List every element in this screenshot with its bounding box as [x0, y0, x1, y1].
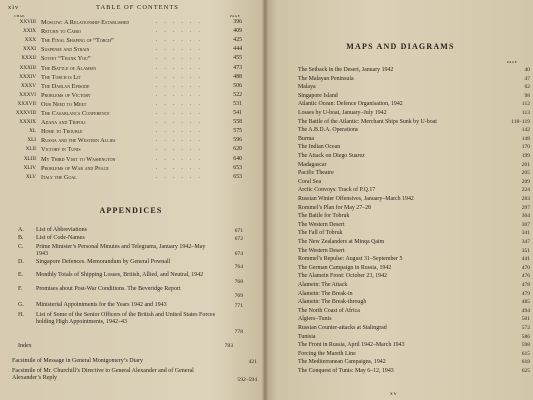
map-title: The Setback in the Desert, January 1942	[298, 67, 394, 73]
appendix-letter: C.	[18, 244, 24, 250]
leader-dots: . . . . . .	[156, 101, 203, 107]
chapter-row	[6, 54, 242, 63]
chapter-number: XLV	[25, 173, 36, 180]
appendix-page: 771	[234, 302, 243, 309]
map-title: Alamein: The Break-through	[298, 299, 367, 306]
map-page: 112	[521, 101, 530, 108]
map-title: Coral Sea	[298, 178, 322, 185]
appendix-row	[18, 235, 243, 243]
map-page: 347	[521, 239, 530, 245]
running-header: TABLE OF CONTENTS	[96, 4, 179, 11]
map-row	[298, 204, 530, 212]
chapter-title: Our Need to Meet	[41, 100, 87, 108]
appendix-page: 764	[234, 263, 243, 270]
map-title: Singapore Island	[298, 92, 338, 99]
leader-dots: . . . . . .	[156, 174, 203, 180]
map-page: 209	[521, 178, 530, 185]
appendix-title: List of Some of the Senior Officers of the British and United States Forces holding High Appointments, 1942–43	[36, 312, 216, 326]
appendix-title: List of Code-Names	[36, 235, 85, 241]
map-title: The New Zealanders at Minqa Qaim	[298, 239, 385, 245]
chapter-number: XXXVIII	[15, 110, 36, 116]
map-title: Atlantic Ocean: Defence Organisation, 1942	[298, 101, 403, 108]
map-page: 586	[521, 333, 530, 340]
map-row	[298, 324, 530, 332]
appendix-title: Ministerial Appointments for the Years 1942 and 1943	[36, 302, 167, 308]
chapter-row	[6, 164, 242, 173]
map-title: Forcing the Mareth Line	[298, 350, 356, 357]
map-row	[298, 281, 530, 289]
chapter-page: 396	[233, 19, 242, 25]
chap-column-header: CHAP.	[14, 14, 26, 18]
leader-dots: . . . . . .	[156, 138, 203, 144]
chapter-title: The Casablanca Conference	[41, 110, 110, 117]
chapter-page: 653	[233, 164, 242, 171]
chapter-number: XLI	[27, 137, 36, 144]
chapter-number: XXXV	[21, 82, 36, 89]
map-page: 476	[521, 273, 530, 280]
map-row	[298, 350, 530, 358]
chapter-title: Home to Trouble	[41, 128, 83, 136]
map-title: The Battle for Tobruk	[298, 213, 350, 220]
map-title: Algiers–Tunis	[298, 316, 332, 323]
facsimile-page: 592–594	[237, 376, 257, 383]
map-page: 170	[521, 144, 530, 151]
map-page: 224	[521, 187, 530, 194]
map-page: 341	[521, 230, 530, 237]
leader-dots: . . . . . .	[156, 29, 203, 35]
map-title: Arctic Convoys: Track of P.Q.17	[298, 187, 376, 194]
map-row	[298, 272, 530, 280]
map-row	[298, 341, 530, 349]
map-title: The North Coast of Africa	[298, 307, 360, 314]
map-row	[298, 212, 530, 220]
appendices-title: APPENDICES	[99, 206, 163, 215]
appendix-letter: D.	[18, 259, 24, 265]
chapter-row	[6, 127, 242, 136]
chapter-page: 506	[233, 82, 242, 89]
chapter-title: My Third Visit to Washington	[41, 155, 116, 163]
map-title: Malaya	[298, 84, 316, 91]
map-page: 98	[524, 92, 530, 99]
appendix-letter: A.	[18, 227, 24, 233]
chapter-row	[6, 91, 242, 100]
map-title: Madagascar	[298, 161, 327, 168]
appendix-letter: G.	[18, 302, 24, 308]
map-title: Rommel’s Repulse: August 31–September 5	[298, 256, 403, 263]
chapter-title: Suspense and Strain	[41, 46, 90, 54]
chapter-number: XLII	[25, 146, 36, 153]
map-row	[298, 238, 530, 246]
maps-title: MAPS AND DIAGRAMS	[346, 42, 455, 51]
map-page: 598	[521, 342, 530, 349]
map-title: The Malayan Peninsula	[298, 75, 354, 82]
leader-dots: . . . . . .	[156, 56, 203, 62]
map-page: 47	[524, 75, 530, 82]
appendix-page: 674	[234, 250, 243, 257]
appendix-page: 768	[234, 278, 243, 285]
map-title: The Alamein Front: October 23, 1942	[298, 273, 387, 280]
chapter-title: Problems of Victory	[41, 91, 91, 99]
facsimile-row	[12, 358, 257, 366]
leader-dots: . . . . . .	[156, 65, 203, 71]
map-page: 297	[521, 204, 530, 211]
map-title: Losses by U-boat, January–July 1942	[298, 110, 387, 116]
map-page: 615	[521, 350, 530, 357]
chapter-row	[6, 118, 242, 127]
chapter-number: XXIX	[23, 28, 36, 35]
chapter-number: XLIV	[23, 164, 36, 171]
map-title: The Battle of the Atlantic: Merchant Ships Sunk by U-boat	[298, 118, 437, 125]
map-row	[298, 143, 530, 151]
appendix-title: List of Abbreviations	[36, 227, 87, 233]
map-page: 148	[521, 135, 530, 142]
chapter-row	[6, 36, 242, 45]
map-title: The Western Desert	[298, 247, 345, 254]
map-page: 572	[521, 325, 530, 331]
chapter-page: 455	[233, 55, 242, 62]
appendix-title: Prime Minister’s Personal Minutes and Telegrams, January 1942–May 1943	[36, 244, 206, 258]
map-row	[298, 186, 530, 194]
chapter-number: XXXII	[21, 55, 36, 62]
map-title: The Attack on Diego Suarez	[298, 153, 365, 159]
chapter-number: XL	[29, 128, 36, 135]
chapter-page: 653	[233, 173, 242, 180]
map-row	[298, 83, 530, 91]
map-row	[298, 100, 530, 108]
chapter-page: 558	[233, 119, 242, 126]
map-page: 479	[521, 290, 530, 297]
chapter-title: The Darlan Episode	[41, 82, 90, 90]
chapter-row	[6, 45, 242, 54]
appendix-page: 769	[234, 292, 243, 299]
chapter-page: 444	[233, 46, 242, 53]
leader-dots: . . . . . .	[156, 38, 203, 44]
chapter-page: 488	[233, 73, 242, 80]
appendix-row	[18, 244, 243, 258]
chapter-page: 473	[233, 64, 242, 71]
map-title: The A.B.D.A. Operations	[298, 127, 359, 134]
map-row	[298, 66, 530, 74]
appendix-letter: E.	[18, 272, 24, 278]
map-title: The Fall of Tobruk	[298, 230, 343, 237]
chapter-number: XXXVII	[17, 100, 36, 107]
appendix-row	[18, 259, 243, 271]
chapter-page: 575	[233, 128, 242, 135]
chapter-page: 522	[233, 91, 242, 98]
facsimile-row	[12, 368, 257, 384]
map-page: 351	[521, 247, 530, 254]
chapter-title: Problems of War and Peace	[41, 164, 109, 172]
map-row	[298, 135, 530, 143]
map-page: 494	[521, 307, 530, 314]
appendix-row	[18, 312, 243, 336]
map-row	[298, 109, 530, 117]
map-title: Pacific Theatre	[298, 170, 334, 177]
map-title: Russian Counter-attacks at Stalingrad	[298, 325, 387, 331]
chapter-row	[6, 100, 242, 109]
map-row	[298, 178, 530, 186]
map-title: The Mediterranean Campaigns, 1942	[298, 359, 386, 366]
chapter-row	[6, 18, 242, 27]
chapter-number: XLIII	[23, 155, 36, 162]
chapter-row	[6, 82, 242, 91]
chapter-number: XXVIII	[19, 19, 36, 25]
chapter-row	[6, 145, 242, 154]
map-row	[298, 255, 530, 263]
map-page: 485	[521, 299, 530, 306]
map-title: The Western Desert	[298, 221, 345, 228]
leader-dots: . . . . . .	[156, 20, 203, 25]
appendix-page: 671	[234, 227, 243, 234]
map-title: Russian Winter Offensives, January–March 1942	[298, 196, 414, 202]
appendix-row	[18, 272, 243, 286]
chapter-title: Return to Cairo	[41, 28, 81, 36]
leader-dots: . . . . . .	[156, 147, 203, 153]
map-row	[298, 152, 530, 160]
map-page: 283	[521, 196, 530, 202]
map-title: The Conquest of Tunis: May 6–12, 1943	[298, 368, 394, 374]
map-page: 307	[521, 221, 530, 228]
map-row	[298, 221, 530, 229]
map-page: 501	[521, 316, 530, 323]
map-page: 201	[521, 161, 530, 168]
map-row	[298, 161, 530, 169]
chapter-title: Soviet “Thank You”	[41, 55, 91, 63]
page-number: xiv	[8, 4, 20, 11]
chapter-title: Adana and Tripoli	[41, 119, 86, 127]
map-title: The German Campaign in Russia, 1942	[298, 264, 392, 271]
chapter-row	[6, 173, 242, 182]
index-label: Index	[18, 343, 32, 349]
chapter-page: 425	[233, 37, 242, 44]
map-row	[298, 290, 530, 298]
appendix-title: Promises about Post-War Conditions. The Beveridge Report	[36, 286, 181, 292]
leader-dots: . . . . . .	[156, 83, 203, 89]
map-title: Alamein: The Break-in	[298, 290, 353, 297]
chapter-title: Victory in Tunis	[41, 146, 81, 154]
chapter-title: The Final Shaping of “Torch”	[41, 37, 114, 45]
chapter-row	[6, 64, 242, 73]
chapter-number: XXX	[24, 37, 36, 44]
map-title: Alamein: The Attack	[298, 282, 348, 288]
chapter-number: XXXIII	[19, 64, 36, 71]
map-page: 199	[521, 153, 530, 159]
appendix-row	[18, 302, 243, 310]
appendix-letter: F.	[18, 286, 23, 292]
chapter-title: Russia and the Western Allies	[41, 137, 116, 145]
map-page: 40	[524, 67, 530, 73]
chapter-title: Moscow: A Relationship Established	[41, 19, 130, 26]
chapter-title: The Battle of Alamein	[41, 64, 97, 72]
map-title: Rommel’s Plan for May 27–28	[298, 204, 371, 211]
map-title: The Indian Ocean	[298, 144, 341, 151]
leader-dots: . . . . . .	[156, 74, 203, 80]
map-page: 441	[521, 256, 530, 263]
chapter-number: XXXI	[23, 46, 36, 53]
map-row	[298, 92, 530, 100]
map-row	[298, 307, 530, 315]
chapter-row	[6, 136, 242, 145]
appendix-title: Singapore Defences. Memorandum by General Pownall	[36, 259, 171, 265]
map-row	[298, 264, 530, 272]
chapter-row	[6, 27, 242, 36]
chapter-number: XXXVI	[19, 91, 36, 98]
map-row	[298, 229, 530, 237]
map-title: The Front in Russia, April 1942–March 1943	[298, 342, 405, 349]
map-page: 62	[524, 84, 530, 91]
chapter-row	[6, 109, 242, 118]
chapter-row	[6, 73, 242, 82]
map-page: 470	[521, 264, 530, 271]
map-row	[298, 247, 530, 255]
chapter-page: 596	[233, 137, 242, 144]
leader-dots: . . . . . .	[156, 111, 203, 116]
chapter-page: 541	[233, 110, 242, 116]
chapter-number: XXXIX	[19, 119, 36, 126]
chapter-page: 640	[233, 155, 242, 162]
appendix-letter: B.	[18, 235, 24, 241]
map-title: Burma	[298, 135, 315, 142]
map-row	[298, 298, 530, 306]
index-entry	[18, 343, 233, 351]
right-page	[268, 0, 533, 400]
left-page	[0, 0, 262, 400]
map-page: 205	[521, 170, 530, 177]
map-page: 618	[521, 359, 530, 366]
map-page: 142	[521, 127, 530, 134]
page-column-header: PAGE	[230, 14, 241, 18]
facsimile-title: Facsimile of Message in General Montgomery’s Diary	[12, 358, 143, 364]
chapter-title: The Torch is Lit	[41, 73, 81, 81]
map-row	[298, 333, 530, 341]
chapter-page: 531	[233, 100, 242, 107]
page-number-right: xv	[390, 391, 398, 397]
index-page: 783	[224, 343, 233, 349]
leader-dots: . . . . . .	[156, 165, 203, 171]
appendix-letter: H.	[18, 312, 24, 318]
leader-dots: . . . . . .	[156, 92, 203, 98]
appendix-row	[18, 286, 243, 300]
map-page: 304	[521, 213, 530, 220]
map-page: 478	[521, 282, 530, 288]
appendix-row	[18, 227, 243, 235]
map-row	[298, 126, 530, 134]
leader-dots: . . . . . .	[156, 120, 203, 126]
chapter-page: 620	[233, 146, 242, 153]
chapter-title: Italy the Goal	[41, 173, 77, 181]
facsimile-title: Facsimile of Mr. Churchill’s Directive to General Alexander and of General Alexander’s Reply	[12, 368, 194, 382]
map-title: Tunisia	[298, 333, 316, 340]
map-page: 625	[521, 368, 530, 374]
chapter-row	[6, 155, 242, 164]
map-row	[298, 367, 530, 375]
leader-dots: . . . . . .	[156, 129, 203, 135]
map-row	[298, 195, 530, 203]
leader-dots: . . . . . .	[156, 156, 203, 162]
map-row	[298, 315, 530, 323]
appendix-page: 778	[234, 328, 243, 335]
chapter-page: 409	[233, 28, 242, 35]
facsimile-page: 421	[248, 358, 257, 365]
map-page: 118–119	[511, 118, 530, 125]
map-page: 113	[521, 110, 530, 116]
maps-list	[298, 66, 530, 396]
maps-page-column-header: PAGE	[507, 60, 518, 64]
appendix-title: Monthly Totals of Shipping Losses, British, Allied, and Neutral, 1942	[36, 272, 204, 278]
map-row	[298, 358, 530, 366]
chapter-number: XXXIV	[19, 73, 36, 80]
leader-dots: . . . . . .	[156, 47, 203, 53]
appendix-page: 672	[234, 235, 243, 242]
map-row	[298, 169, 530, 177]
map-row	[298, 118, 530, 126]
map-row	[298, 75, 530, 83]
